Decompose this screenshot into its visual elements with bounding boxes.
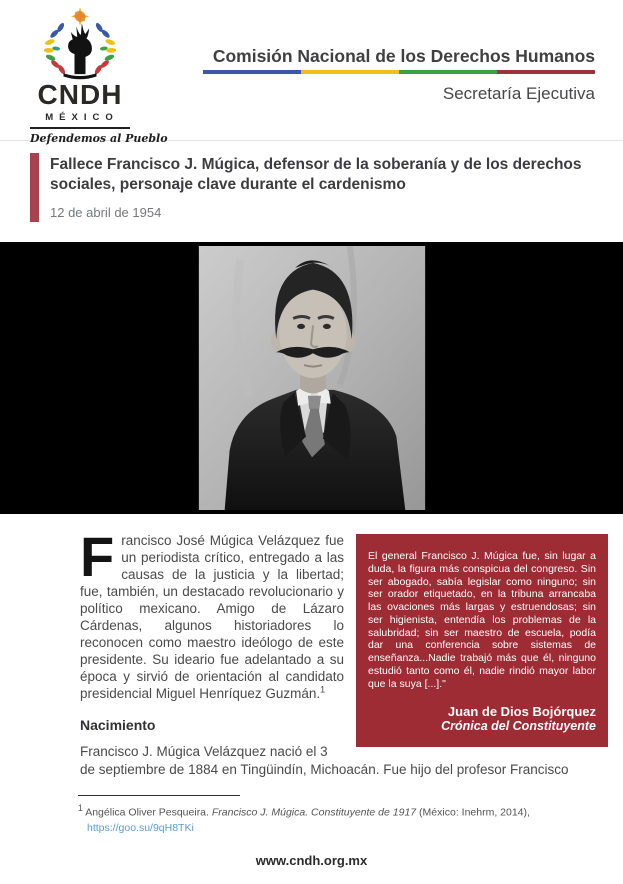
hand-icon bbox=[68, 23, 92, 74]
quote-text: El general Francisco J. Múgica fue, sin lugar a duda, la figura más conspicua del congreso. Sin ser abogado, sabía legislar como ninguno; sin ser orador etiquetado, en la tribuna arrancaba las ovaciones más largas y estruendosas; sin ser higienista, entendía los problemas de la salubridad; sin ser maestro de escuela, podía dar una conferencia sobre sistemas de enseñanza...Nadie trabajó más que él, ninguno estudió tanto como él, nadie rindió mayor labor que la suya [...]." bbox=[368, 549, 596, 690]
org-header bbox=[203, 6, 595, 104]
logo-motto: Defendemos al Pueblo bbox=[30, 127, 130, 145]
article-body bbox=[80, 524, 608, 779]
footnote-divider bbox=[78, 795, 240, 796]
footnote-text bbox=[78, 802, 608, 837]
footnote-title: Francisco J. Múgica. Constituyente de 1917 bbox=[211, 806, 417, 819]
article-headline: Fallece Francisco J. Múgica, defensor de la soberanía y de los derechos sociales, personaje clave durante el cardenismo bbox=[50, 156, 582, 194]
intro-text: rancisco José Múgica Velázquez fue un periodista crítico, entregado a las causas de la justicia y la libertad; fue, también, un destacado revolucionario y político mexicano. Amigo de Lázaro Cárdenas, algunos historiadores lo reconocen como maestro ideólogo de este presidente. Su ideario fue adelantado a su época y sirvió de orientación al candidato presidencial Miguel Henríquez Guzmán. bbox=[80, 532, 344, 701]
page-header bbox=[0, 0, 623, 145]
underline-segment-red bbox=[497, 70, 595, 74]
portrait-photo bbox=[198, 246, 426, 510]
footnote-publisher: (México: Inehrm, 2014), bbox=[416, 806, 530, 819]
footnote-link[interactable]: https://goo.su/9qH8TKi bbox=[87, 822, 194, 835]
logo-acronym: CNDH bbox=[37, 79, 123, 110]
org-subtitle: Secretaría Ejecutiva bbox=[442, 84, 595, 103]
footnote-block bbox=[78, 795, 608, 837]
wreath-left bbox=[44, 22, 67, 75]
photo-banner bbox=[0, 242, 623, 514]
article-date: 12 de abril de 1954 bbox=[50, 204, 162, 220]
logo-country: MÉXICO bbox=[45, 112, 119, 123]
underline-segment-green bbox=[399, 70, 497, 74]
site-footer-url: www.cndh.org.mx bbox=[255, 853, 368, 868]
headline-accent-bar bbox=[30, 153, 39, 222]
footnote-marker: 1 bbox=[78, 802, 83, 813]
footnote-author: Angélica Oliver Pesqueira. bbox=[82, 806, 212, 819]
wreath-right bbox=[94, 22, 117, 75]
section-heading-nacimiento: Nacimiento bbox=[80, 716, 156, 733]
cndh-logo bbox=[30, 6, 168, 145]
underline-segment-yellow bbox=[301, 70, 399, 74]
quote-source: Crónica del Constituyente bbox=[441, 718, 596, 733]
intro-dropcap: F bbox=[80, 524, 115, 588]
headline-block bbox=[30, 153, 593, 222]
quote-author: Juan de Dios Bojórquez bbox=[447, 703, 596, 719]
quote-box bbox=[356, 534, 608, 747]
footnote-reference: 1 bbox=[320, 684, 326, 695]
cndh-emblem-icon bbox=[36, 6, 124, 80]
org-title: Comisión Nacional de los Derechos Humanos bbox=[212, 46, 595, 66]
body-paragraph: Francisco J. Múgica Velázquez nació el 3 de septiembre de 1884 en Tingüindín, Michoacán. Fue hijo del profesor Francisco bbox=[80, 743, 569, 777]
org-underline-bar bbox=[203, 70, 595, 74]
underline-segment-blue bbox=[203, 70, 301, 74]
